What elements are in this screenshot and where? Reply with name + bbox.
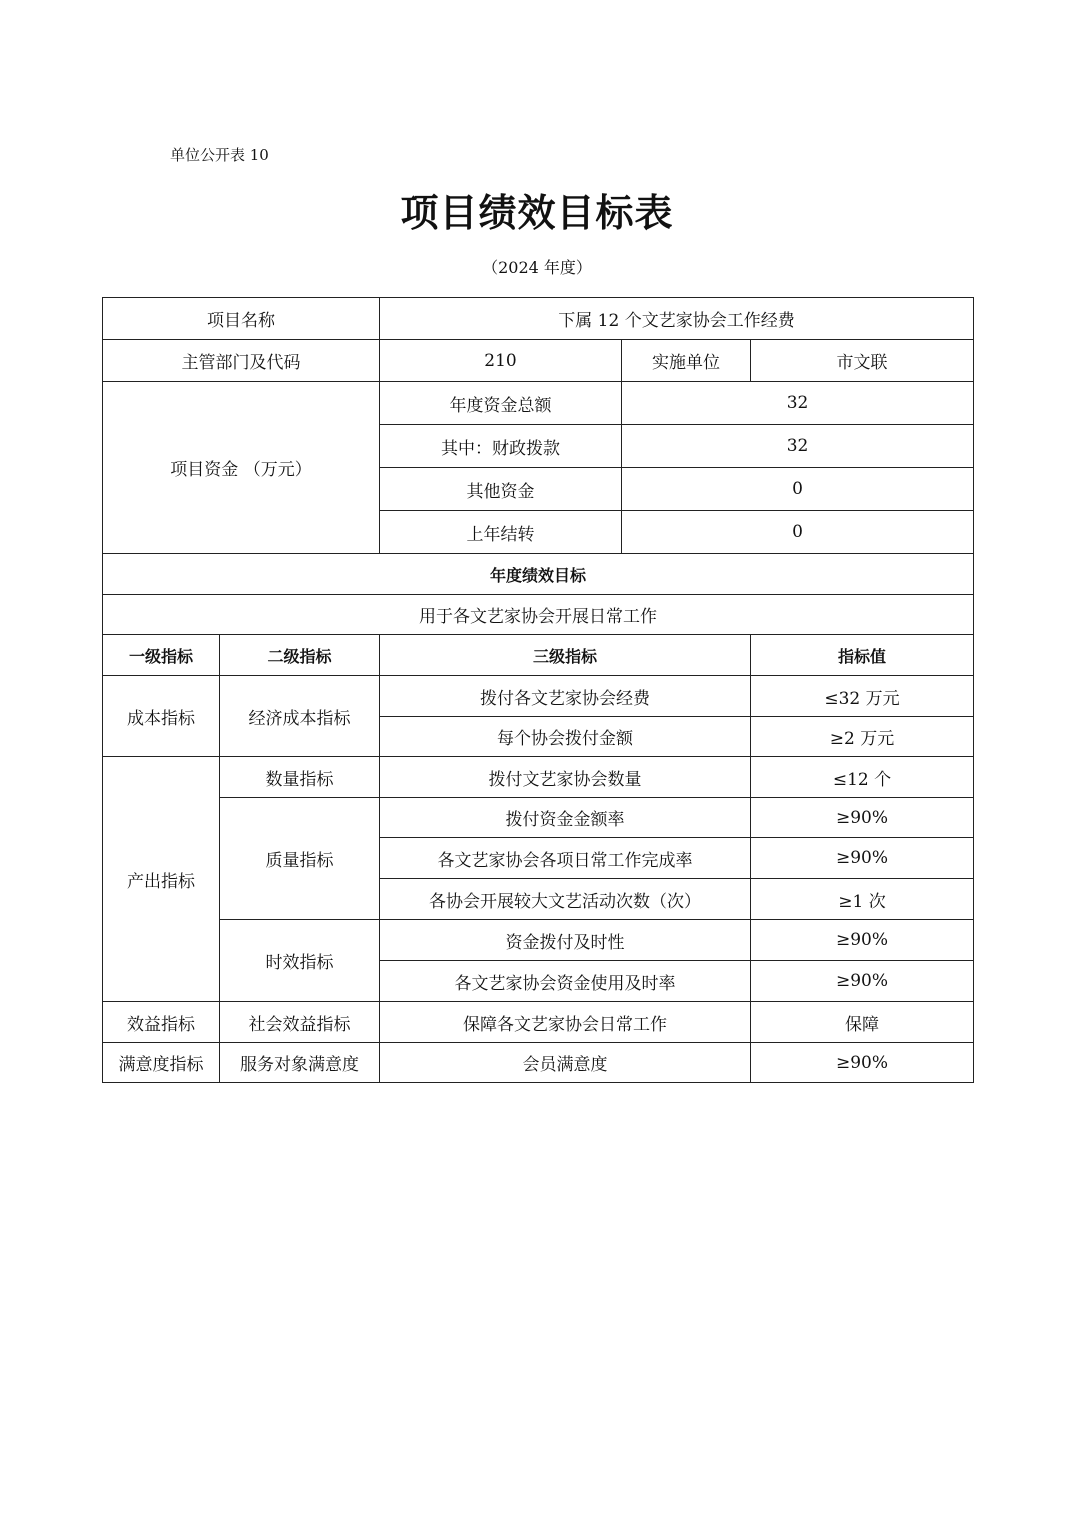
goal-heading: 年度绩效目标: [103, 554, 974, 595]
level2-quantity: 数量指标: [220, 757, 380, 798]
indicator-value: ≥90%: [751, 838, 974, 879]
dept-label: 主管部门及代码: [103, 340, 380, 382]
impl-value: 市文联: [751, 340, 974, 382]
fund-label: 项目资金 （万元）: [103, 382, 380, 554]
indicator-name: 保障各文艺家协会日常工作: [380, 1002, 751, 1043]
goal-text: 用于各文艺家协会开展日常工作: [103, 595, 974, 635]
table-row: [103, 798, 974, 838]
indicator-name: 拨付资金金额率: [380, 798, 751, 838]
fund-item-label: 年度资金总额: [380, 382, 622, 425]
table-row: [103, 920, 974, 961]
table-header-row: [103, 635, 974, 676]
level2-economic-cost: 经济成本指标: [220, 676, 380, 757]
table-row: [103, 676, 974, 717]
indicator-value: ≥2 万元: [751, 717, 974, 757]
indicator-value: ≥1 次: [751, 879, 974, 920]
fund-item-value: 32: [622, 425, 974, 468]
table-row: [103, 382, 974, 425]
indicator-value: ≤12 个: [751, 757, 974, 798]
indicator-value: ≥90%: [751, 920, 974, 961]
indicator-name: 各文艺家协会资金使用及时率: [380, 961, 751, 1002]
indicator-name: 各文艺家协会各项日常工作完成率: [380, 838, 751, 879]
indicator-value: 保障: [751, 1002, 974, 1043]
indicator-name: 拨付各文艺家协会经费: [380, 676, 751, 717]
table-row: [103, 340, 974, 382]
indicator-name: 各协会开展较大文艺活动次数（次）: [380, 879, 751, 920]
col-header-level3: 三级指标: [380, 635, 751, 676]
performance-table: [102, 297, 974, 1083]
table-row: [103, 595, 974, 635]
fund-item-value: 32: [622, 382, 974, 425]
table-row: [103, 1043, 974, 1083]
level2-social-benefit: 社会效益指标: [220, 1002, 380, 1043]
indicator-value: ≤32 万元: [751, 676, 974, 717]
level2-service-satisfaction: 服务对象满意度: [220, 1043, 380, 1083]
form-label: 单位公开表 10: [170, 146, 269, 164]
indicator-value: ≥90%: [751, 798, 974, 838]
table-row: [103, 298, 974, 340]
project-name-value: 下属 12 个文艺家协会工作经费: [380, 298, 974, 340]
fund-item-value: 0: [622, 468, 974, 511]
col-header-value: 指标值: [751, 635, 974, 676]
level2-quality: 质量指标: [220, 798, 380, 920]
indicator-name: 拨付文艺家协会数量: [380, 757, 751, 798]
dept-value: 210: [380, 340, 622, 382]
level1-cost: 成本指标: [103, 676, 220, 757]
level1-satisfaction: 满意度指标: [103, 1043, 220, 1083]
indicator-value: ≥90%: [751, 961, 974, 1002]
indicator-name: 会员满意度: [380, 1043, 751, 1083]
level1-output: 产出指标: [103, 757, 220, 1002]
col-header-level2: 二级指标: [220, 635, 380, 676]
fund-item-value: 0: [622, 511, 974, 554]
table-row: [103, 757, 974, 798]
level1-benefit: 效益指标: [103, 1002, 220, 1043]
level2-timeliness: 时效指标: [220, 920, 380, 1002]
fund-item-label: 其他资金: [380, 468, 622, 511]
indicator-name: 资金拨付及时性: [380, 920, 751, 961]
col-header-level1: 一级指标: [103, 635, 220, 676]
table-row: [103, 554, 974, 595]
project-name-label: 项目名称: [103, 298, 380, 340]
indicator-name: 每个协会拨付金额: [380, 717, 751, 757]
table-row: [103, 1002, 974, 1043]
fund-item-label: 上年结转: [380, 511, 622, 554]
page-title: 项目绩效目标表: [400, 191, 674, 235]
year-subtitle: （2024 年度）: [482, 258, 592, 277]
indicator-value: ≥90%: [751, 1043, 974, 1083]
impl-label: 实施单位: [622, 340, 751, 382]
fund-item-label: 其中：财政拨款: [380, 425, 622, 468]
